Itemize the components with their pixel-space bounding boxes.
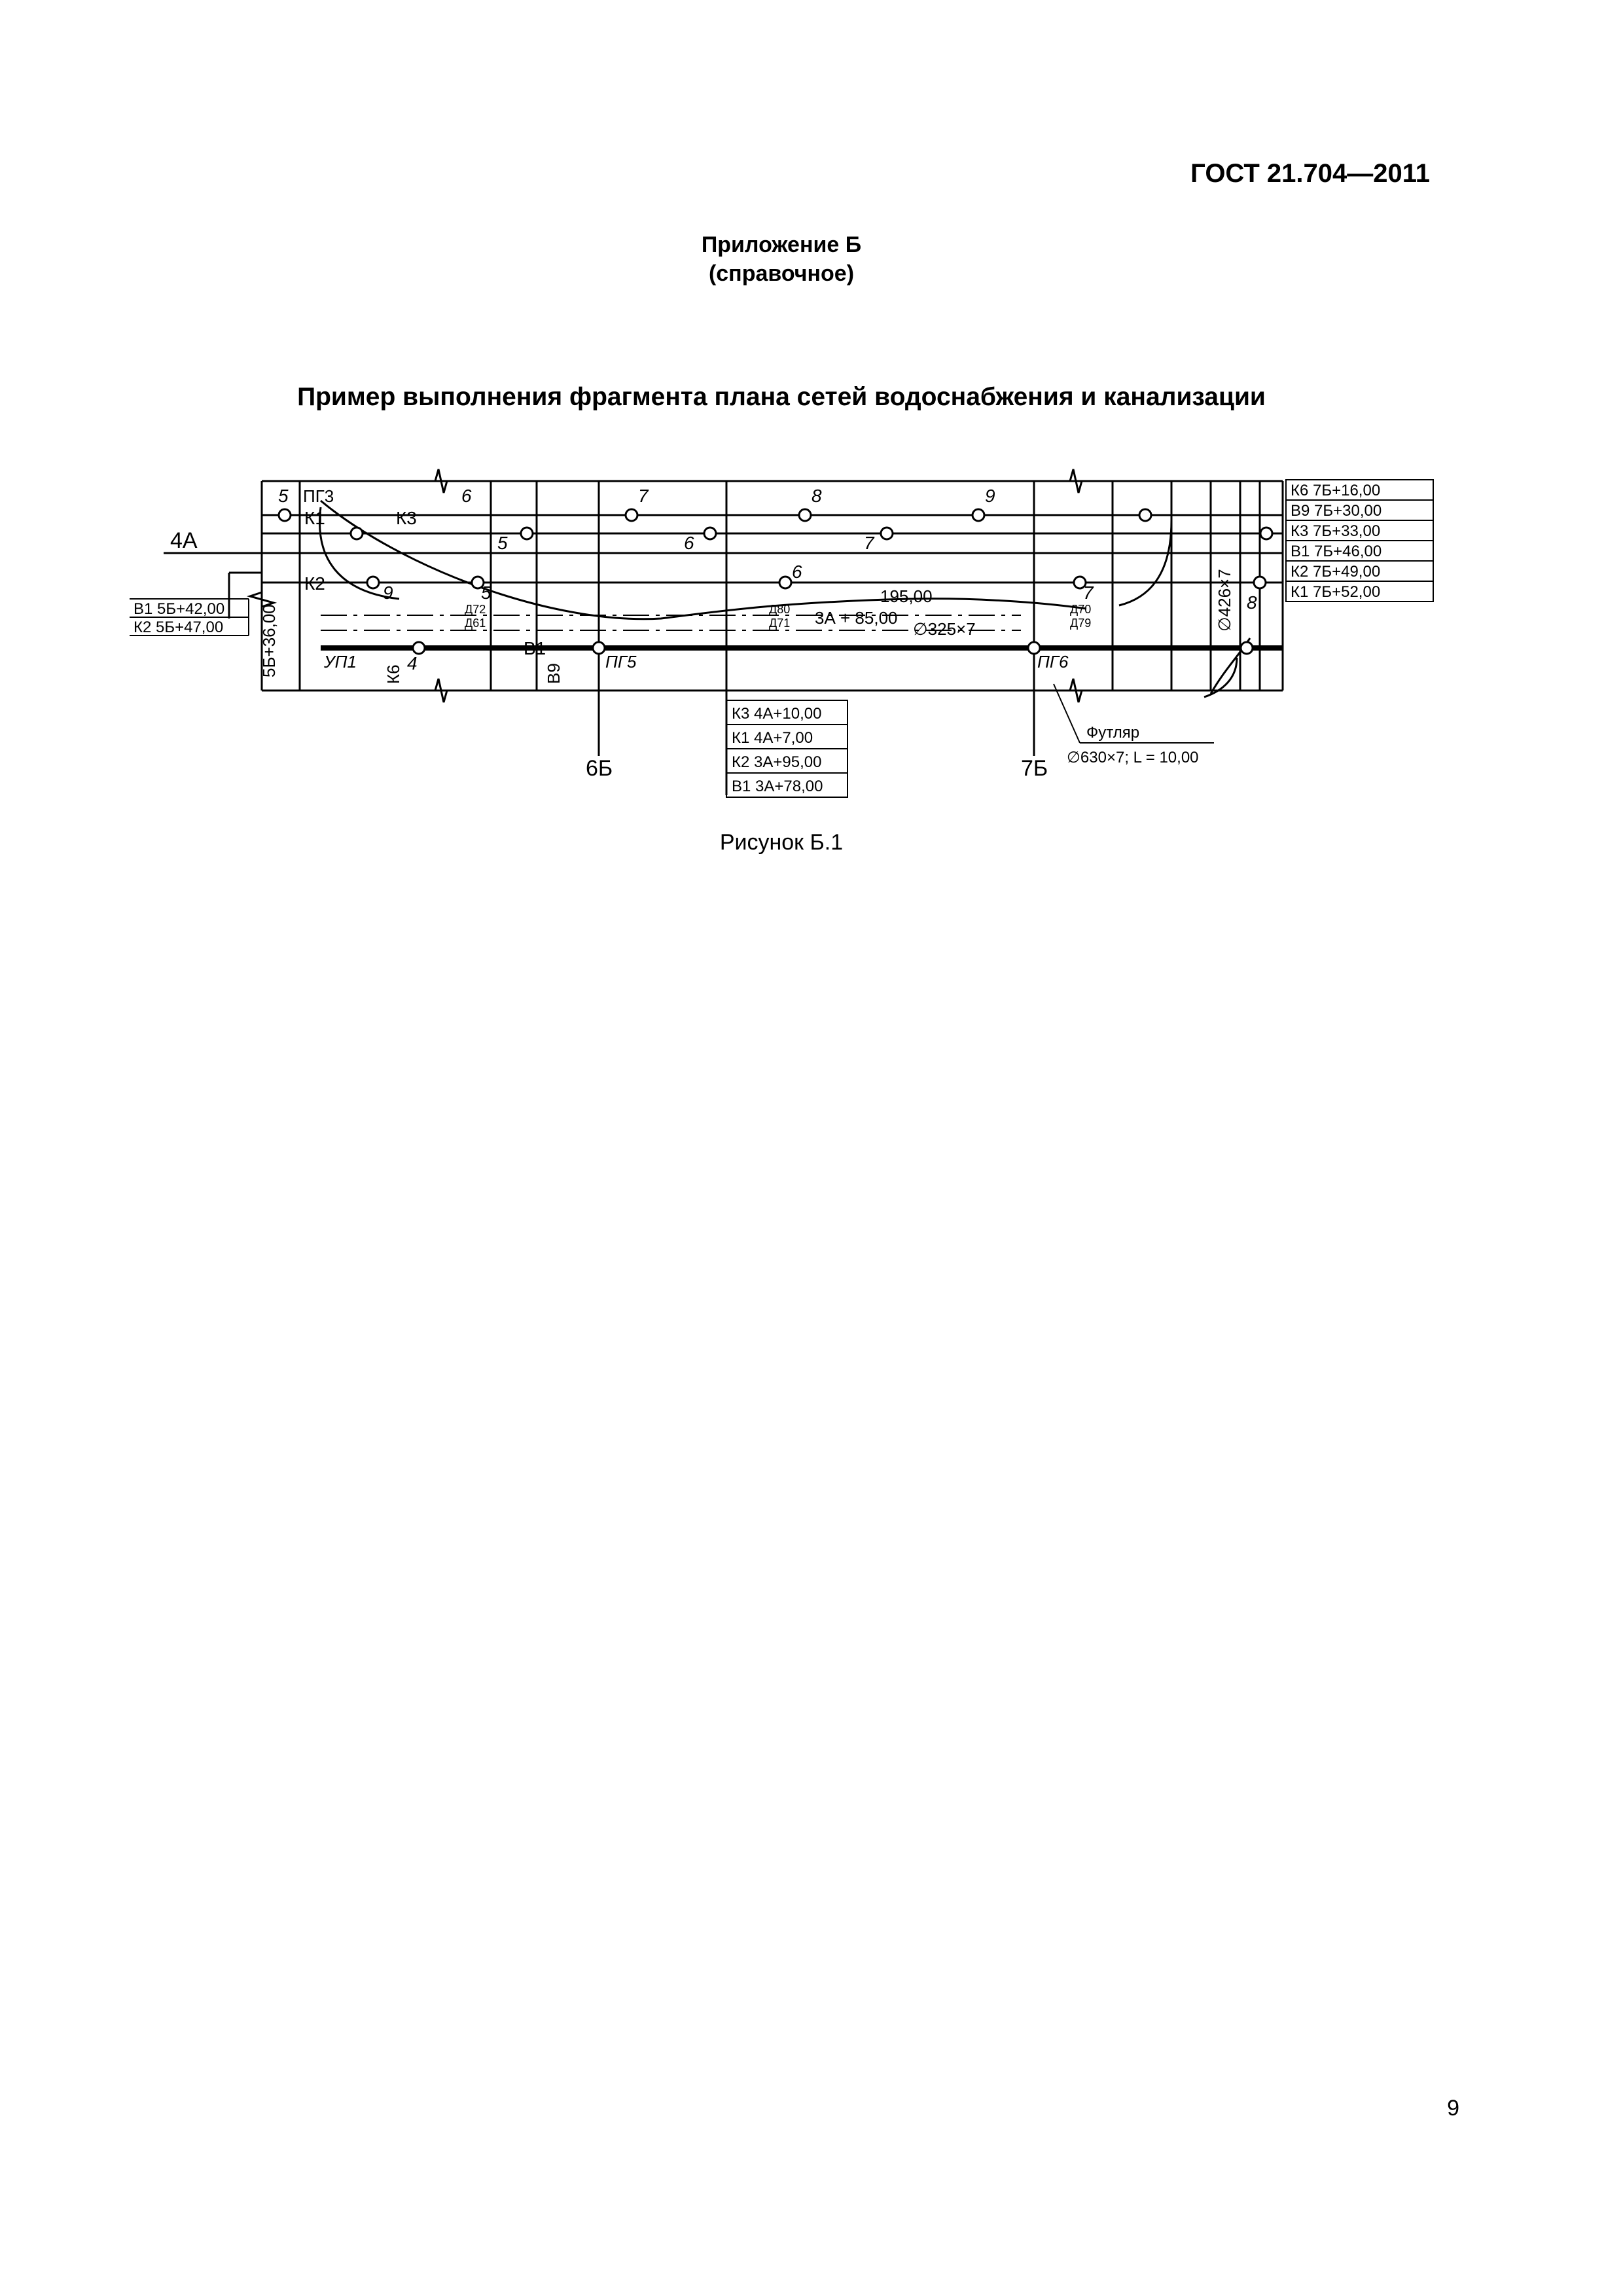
bottom-callout-3: В1 3А+78,00 [732,778,823,795]
page-number: 9 [1447,2096,1459,2121]
pipe-label-b1: В1 [524,638,546,658]
hydrant-label-2: ПГ6 [1037,652,1069,672]
well-number-13: 7 [1083,583,1094,603]
pipe-spec-right-label: ∅426×7 [1215,569,1234,632]
footing-label-1: Д61 [465,617,486,630]
bottom-callout-0: К3 4А+10,00 [732,705,822,723]
right-callout-3: В1 7Б+46,00 [1291,543,1382,560]
sleeve-name: Футляр [1086,724,1140,742]
sleeve-spec: ∅630×7; L = 10,00 [1067,749,1199,766]
hydrant-label-0: ПГ3 [303,486,334,506]
figure-title: Пример выполнения фрагмента плана сетей водоснабжения и канализации [297,383,1266,411]
figure-caption: Рисунок Б.1 [719,830,844,855]
right-callout-4: К2 7Б+49,00 [1291,563,1381,581]
right-callout-0: К6 7Б+16,00 [1291,482,1381,499]
appendix-title: Приложение Б [701,232,862,257]
pipe-label-b9: В9 [544,663,563,684]
well-number-6: 5 [497,533,508,553]
axis-label-7b: 7Б [1021,756,1048,781]
footing-label-2: Д80 [769,603,791,616]
well-number-2: 7 [638,486,649,506]
network-plan-figure [124,468,1440,805]
well-number-3: 8 [812,486,822,506]
well-number-1: 6 [461,486,472,506]
appendix-subtitle: (справочное) [708,261,855,286]
well-number-0: 5 [278,486,289,506]
well-number-4: 9 [985,486,995,506]
bottom-callout-1: К1 4А+7,00 [732,729,813,747]
axis-label-4a: 4А [170,528,198,553]
right-callout-5: К1 7Б+52,00 [1291,583,1381,601]
network-plan-drawing [124,468,1440,802]
pipe-label-k6: К6 [383,664,403,684]
well-number-5: 4 [407,653,418,673]
left-callout-0: В1 5Б+42,00 [134,600,225,618]
appendix-heading [0,230,1563,288]
right-callout-1: В9 7Б+30,00 [1291,502,1382,520]
pipe-label-k2: К2 [304,573,325,594]
well-number-12: 6 [792,562,802,582]
well-number-9: 8 [1247,592,1257,613]
footing-label-4: Д70 [1070,603,1092,616]
distance-label: 195,00 [880,586,933,606]
well-number-7: 6 [684,533,694,553]
pipe-label-k1: К1 [304,508,325,528]
bottom-callout-2: К2 3А+95,00 [732,753,822,771]
axis-label-6b: 6Б [586,756,613,781]
station-vertical-label: 5Б+36,00 [259,604,279,677]
pipe-spec-label: ∅325×7 [913,619,976,639]
station-mid-label: 3А + 85,00 [815,608,898,628]
left-callout-1: К2 5Б+47,00 [134,619,224,636]
pipe-label-k3: К3 [396,508,417,528]
right-callout-2: К3 7Б+33,00 [1291,522,1381,540]
well-number-11: 5 [481,583,491,603]
unit-label: УП1 [324,652,357,672]
hydrant-label-1: ПГ5 [605,652,637,672]
footing-label-3: Д71 [769,617,791,630]
standard-designation: ГОСТ 21.704—2011 [1190,159,1430,188]
well-number-10: 9 [383,583,393,603]
footing-label-0: Д72 [465,603,486,616]
footing-label-5: Д79 [1070,617,1092,630]
well-number-8: 7 [864,533,874,553]
